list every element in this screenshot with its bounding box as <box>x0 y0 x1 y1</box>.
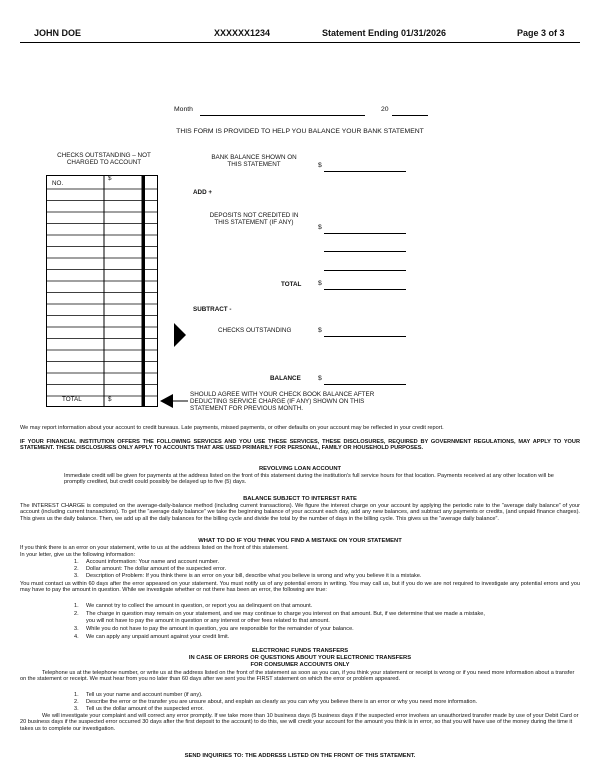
eft-title-1: ELECTRONIC FUNDS TRANSFERS <box>251 648 349 654</box>
list-number: 3. <box>74 626 79 632</box>
truth-item-4: We can apply any unpaid amount against your credit limit. <box>86 634 230 640</box>
interest-text: The INTEREST CHARGE is computed on the average-daily-balance method (including current transactions). We figure the interest charge on your account by applying the periodic rate to the “average daily balance” of your account (including current transactions). To get the “average daily balance” we take the beginning balance of your account each day, add any new balances, and subtract any payments or credits, (and unpaid finance charges). This gives us the daily balance. Then, we add up all the daily balances for the billing cycle and divide the total by the number of days in the billing cycle. This gives us the “average daily balance”. <box>20 503 580 522</box>
total-line[interactable] <box>324 289 406 290</box>
send-inquiries: SEND INQUIRIES TO: THE ADDRESS LISTED ON THE FRONT OF THIS STATEMENT. <box>184 753 416 759</box>
mistake-text: You must contact us within 60 days after the error appeared on your statement. You must notify us of any potential errors in writing. You may call us, but if you do we are not required to investigate any potential errors and you may have to pay the amount in question. While we investigate whether or not there has been an error, the following are true: <box>20 581 580 594</box>
col-no-header: NO. <box>52 180 64 187</box>
truth-item-3: While you do not have to pay the amount in question, you are responsible for the remainder of your balance. <box>86 626 354 632</box>
page-number: Page 3 of 3 <box>517 28 565 38</box>
checks-total-dollar: $ <box>108 396 112 403</box>
balance-line[interactable] <box>324 384 406 385</box>
month-label: Month <box>174 106 193 113</box>
list-number: 4. <box>74 634 79 640</box>
checks-outstanding-dollar: $ <box>318 327 322 334</box>
deposits-label: DEPOSITS NOT CREDITED IN THIS STATEMENT (IF ANY) <box>209 212 299 227</box>
year-prefix: 20 <box>381 106 389 113</box>
mistake-item-2: Dollar amount: The dollar amount of the suspected error. <box>86 566 227 572</box>
statement-date: Statement Ending 01/31/2026 <box>322 28 447 38</box>
balance-label: BALANCE <box>270 375 301 382</box>
truth-item-1: We cannot try to collect the amount in question, or report you as delinquent on that amount. <box>86 603 313 609</box>
eft-text-2: We will investigate your complaint and will correct any error promptly. If we take more than 10 business days (5 business days if the suspected error involves an unauthorized transfer made by use of your Debit Card or 20 business days if the suspected error occurred 30 days after the first deposit to the account) to do this, we will credit your account for the amount you think is in error, so that you will have use of the money during the time it takes us to complete our investigation. <box>20 713 579 732</box>
eft-item-2: Describe the error or the transfer you are unsure about, and explain as clearly as you can why you believe there is an error or why you need more information. <box>86 699 478 705</box>
agree-note: SHOULD AGREE WITH YOUR CHECK BOOK BALANCE AFTER DEDUCTING SERVICE CHARGE (IF ANY) SHOWN ON THIS STATEMENT FOR PREVIOUS MONTH. <box>190 391 375 412</box>
checks-outstanding-line[interactable] <box>324 336 406 337</box>
list-number: 2. <box>74 611 79 617</box>
eft-item-3: Tell us the dollar amount of the suspected error. <box>86 706 204 712</box>
mistake-intro-2: In your letter, give us the following information: <box>20 552 136 558</box>
disclosures-intro: IF YOUR FINANCIAL INSTITUTION OFFERS THE FOLLOWING SERVICES AND YOU USE THESE SERVICES, THESE DISCLOSURES, REQUIRED BY GOVERNMENT REGULATIONS, MAY APPLY TO YOUR STATEMENT. THESE DISCLOSURES ONLY APPLY TO ACCOUNTS THAT ARE USED PRIMARILY FOR PERSONAL, FAMILY OR HOUSEHOLD PURPOSES. <box>20 439 580 452</box>
list-number: 1. <box>74 603 79 609</box>
checks-outstanding-label: CHECKS OUTSTANDING <box>218 327 292 334</box>
truth-item-2b: you will not have to pay the amount in question or any interest or other fees related to that amount. <box>86 618 330 624</box>
bank-balance-dollar: $ <box>318 162 322 169</box>
eft-title-3: FOR CONSUMER ACCOUNTS ONLY <box>250 662 350 668</box>
checks-arrow-icon <box>164 320 186 350</box>
checks-table-title: CHECKS OUTSTANDING – NOT CHARGED TO ACCOUNT <box>57 152 151 167</box>
list-number: 1. <box>74 559 79 565</box>
revolving-title: REVOLVING LOAN ACCOUNT <box>258 466 342 472</box>
total-label: TOTAL <box>281 281 302 288</box>
add-label: ADD + <box>193 189 213 196</box>
bank-balance-label: BANK BALANCE SHOWN ON THIS STATEMENT <box>211 154 297 169</box>
list-number: 2. <box>74 699 79 705</box>
list-number: 3. <box>74 706 79 712</box>
eft-item-1: Tell us your name and account number (if any). <box>86 692 203 698</box>
mistake-intro-1: If you think there is an error on your statement, write to us at the address listed on the front of this statement. <box>20 545 289 551</box>
eft-title-2: IN CASE OF ERRORS OR QUESTIONS ABOUT YOUR ELECTRONIC TRANSFERS <box>188 655 412 661</box>
subtract-label: SUBTRACT - <box>193 306 232 313</box>
truth-item-2a: The charge in question may remain on your statement, and we may continue to charge you interest on that amount. But, if we determine that we made a mistake, <box>86 611 485 617</box>
deposit-line-3[interactable] <box>324 270 406 271</box>
year-line <box>392 115 428 116</box>
bank-balance-line[interactable] <box>324 171 406 172</box>
total-arrow-icon <box>160 392 190 412</box>
mistake-item-1: Account information: Your name and account number. <box>86 559 220 565</box>
list-number: 1. <box>74 692 79 698</box>
total-dollar: $ <box>318 280 322 287</box>
header-divider <box>20 42 580 43</box>
account-number: XXXXXX1234 <box>214 28 271 38</box>
mistake-item-3: Description of Problem: If you think there is an error on your bill, describe what you believe is wrong and why you believe it is a mistake. <box>86 573 422 579</box>
revolving-text: Immediate credit will be given for payments at the address listed on the front of this statement during the institution's full service hours for that location. Payments received at any other location will be promptly credited, but credit could possibly be delayed up to five (5) days. <box>64 473 554 486</box>
deposit-line-2[interactable] <box>324 251 406 252</box>
balance-dollar: $ <box>318 375 322 382</box>
deposits-dollar: $ <box>318 224 322 231</box>
deposit-line-1[interactable] <box>324 233 406 234</box>
month-line <box>200 115 365 116</box>
mistake-title: WHAT TO DO IF YOU THINK YOU FIND A MISTAKE ON YOUR STATEMENT <box>198 538 402 544</box>
credit-report-text: We may report information about your account to credit bureaus. Late payments, missed payments, or other defaults on your account may be reflected in your credit report. <box>20 425 444 431</box>
form-title: THIS FORM IS PROVIDED TO HELP YOU BALANCE YOUR BANK STATEMENT <box>176 128 424 135</box>
interest-title: BALANCE SUBJECT TO INTEREST RATE <box>243 496 357 502</box>
list-number: 3. <box>74 573 79 579</box>
checks-total-label: TOTAL <box>62 396 82 403</box>
eft-text: Telephone us at the telephone number, or write us at the address listed on the front of the statement as soon as you can, if you think your statement or receipt is wrong or if you need more information about a transfer on the statement or receipt. We must hear from you no later than 60 days after we sent you the FIRST statement on which the error or problem appeared. <box>20 670 575 683</box>
list-number: 2. <box>74 566 79 572</box>
col-dollar-header: $ <box>108 175 112 182</box>
customer-name: JOHN DOE <box>34 28 82 38</box>
checks-table <box>46 175 158 407</box>
